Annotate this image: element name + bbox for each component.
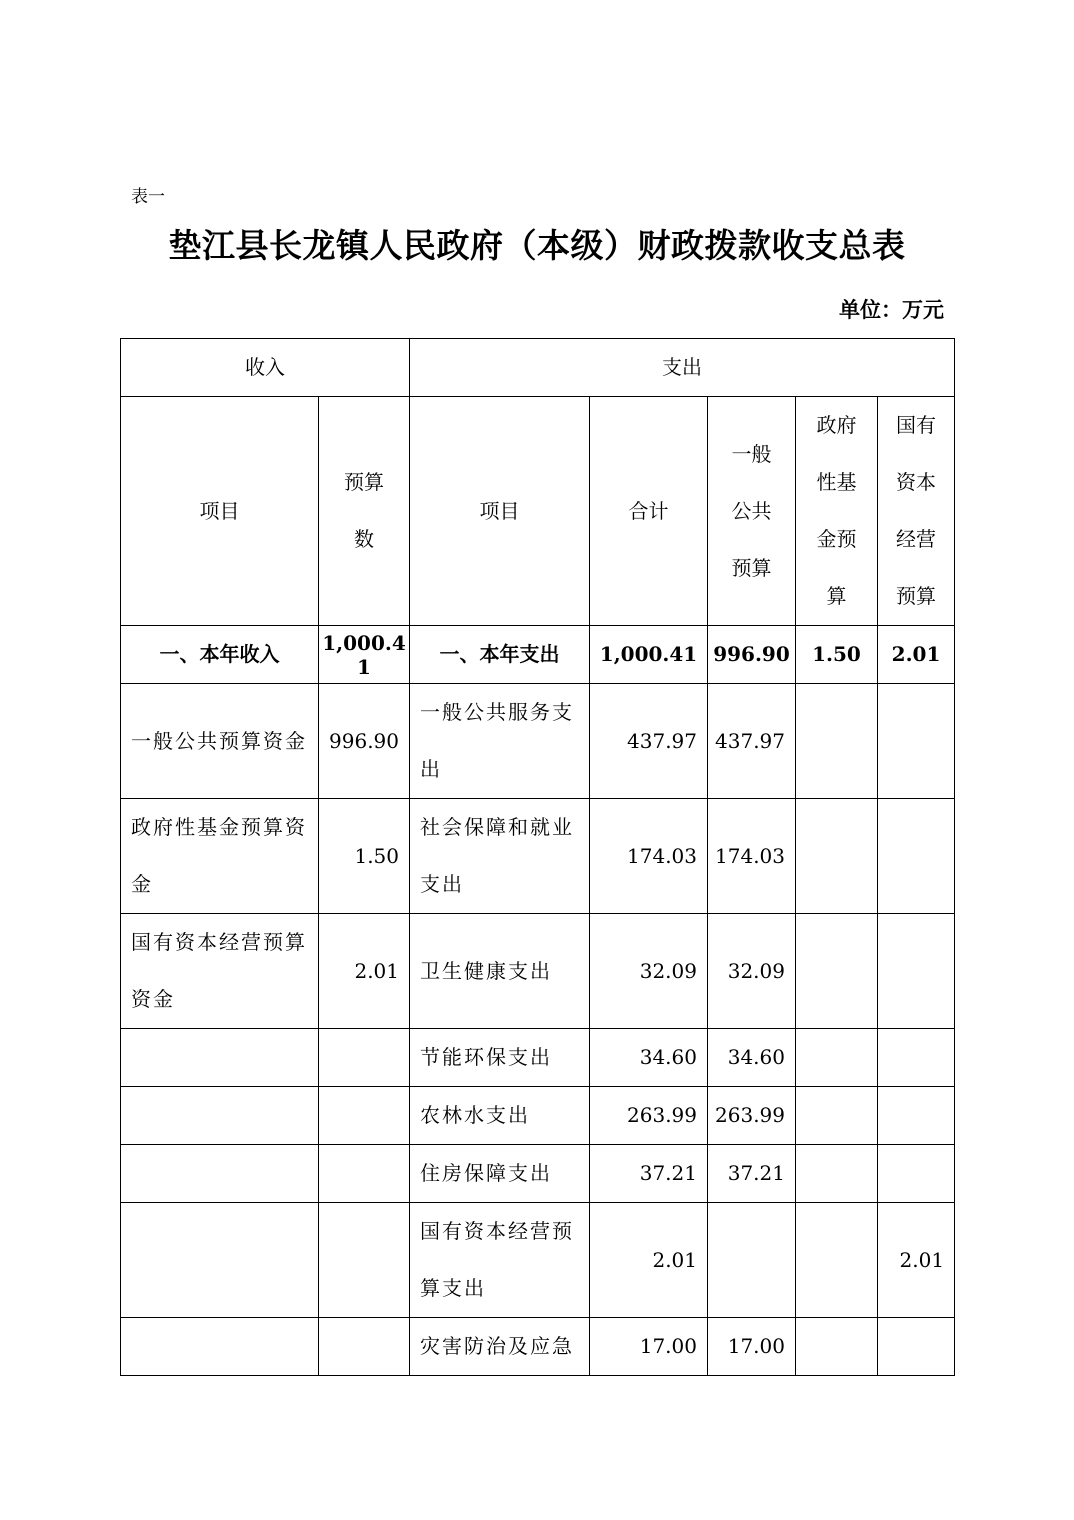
general-public-value: 32.09 <box>708 914 796 1029</box>
total-value: 37.21 <box>590 1145 708 1203</box>
table-row <box>121 1087 955 1145</box>
income-value <box>319 1145 410 1203</box>
expense-item: 社会保障和就业支出 <box>410 799 590 914</box>
gov-fund-value <box>796 1145 878 1203</box>
expense-item: 一般公共服务支出 <box>410 684 590 799</box>
expense-header: 支出 <box>410 339 955 397</box>
total-value: 263.99 <box>590 1087 708 1145</box>
summary-total: 1,000.41 <box>590 626 708 684</box>
state-capital-value <box>878 684 955 799</box>
general-public-value: 37.21 <box>708 1145 796 1203</box>
income-budget-header: 预算数 <box>319 397 410 626</box>
gov-fund-value <box>796 1318 878 1376</box>
income-value: 2.01 <box>319 914 410 1029</box>
general-public-header: 一般公共预算 <box>708 397 796 626</box>
income-item: 政府性基金预算资金 <box>121 799 319 914</box>
income-value: 1.50 <box>319 799 410 914</box>
income-value <box>319 1087 410 1145</box>
gov-fund-value <box>796 1087 878 1145</box>
income-item <box>121 1318 319 1376</box>
table-row <box>121 914 955 1029</box>
table-label: 表一 <box>131 187 165 207</box>
header-row-top <box>121 339 955 397</box>
total-value: 2.01 <box>590 1203 708 1318</box>
general-public-value: 437.97 <box>708 684 796 799</box>
gov-fund-value <box>796 1203 878 1318</box>
state-capital-value <box>878 1318 955 1376</box>
page-title: 垫江县长龙镇人民政府（本级）财政拨款收支总表 <box>168 226 906 265</box>
gov-fund-value <box>796 799 878 914</box>
income-header: 收入 <box>121 339 410 397</box>
income-item-header: 项目 <box>121 397 319 626</box>
summary-general-public: 996.90 <box>708 626 796 684</box>
gov-fund-value <box>796 684 878 799</box>
budget-table <box>120 338 955 1376</box>
income-value <box>319 1029 410 1087</box>
summary-income-value: 1,000.41 <box>319 626 410 684</box>
summary-row <box>121 626 955 684</box>
state-capital-value <box>878 1087 955 1145</box>
income-item: 国有资本经营预算资金 <box>121 914 319 1029</box>
total-header: 合计 <box>590 397 708 626</box>
table-row <box>121 1318 955 1376</box>
total-value: 174.03 <box>590 799 708 914</box>
total-value: 437.97 <box>590 684 708 799</box>
header-row-sub <box>121 397 955 626</box>
total-value: 17.00 <box>590 1318 708 1376</box>
income-value <box>319 1318 410 1376</box>
expense-item: 国有资本经营预算支出 <box>410 1203 590 1318</box>
state-capital-value <box>878 914 955 1029</box>
table-row <box>121 1029 955 1087</box>
expense-item: 农林水支出 <box>410 1087 590 1145</box>
income-item <box>121 1029 319 1087</box>
general-public-value: 174.03 <box>708 799 796 914</box>
general-public-value: 34.60 <box>708 1029 796 1087</box>
expense-item: 灾害防治及应急 <box>410 1318 590 1376</box>
table-row <box>121 684 955 799</box>
expense-item: 住房保障支出 <box>410 1145 590 1203</box>
total-value: 34.60 <box>590 1029 708 1087</box>
general-public-value: 17.00 <box>708 1318 796 1376</box>
gov-fund-value <box>796 1029 878 1087</box>
summary-gov-fund: 1.50 <box>796 626 878 684</box>
unit-label: 单位：万元 <box>839 297 944 322</box>
summary-expense-label: 一、本年支出 <box>410 626 590 684</box>
general-public-value: 263.99 <box>708 1087 796 1145</box>
income-value: 996.90 <box>319 684 410 799</box>
table-row <box>121 1145 955 1203</box>
table-row <box>121 799 955 914</box>
table-row <box>121 1203 955 1318</box>
state-capital-header: 国有资本经营预算 <box>878 397 955 626</box>
gov-fund-header: 政府性基金预算 <box>796 397 878 626</box>
expense-item: 节能环保支出 <box>410 1029 590 1087</box>
state-capital-value: 2.01 <box>878 1203 955 1318</box>
total-value: 32.09 <box>590 914 708 1029</box>
state-capital-value <box>878 1029 955 1087</box>
general-public-value <box>708 1203 796 1318</box>
state-capital-value <box>878 799 955 914</box>
income-value <box>319 1203 410 1318</box>
summary-state-capital: 2.01 <box>878 626 955 684</box>
state-capital-value <box>878 1145 955 1203</box>
income-item <box>121 1145 319 1203</box>
income-item <box>121 1203 319 1318</box>
income-item: 一般公共预算资金 <box>121 684 319 799</box>
income-item <box>121 1087 319 1145</box>
gov-fund-value <box>796 914 878 1029</box>
expense-item: 卫生健康支出 <box>410 914 590 1029</box>
expense-item-header: 项目 <box>410 397 590 626</box>
summary-income-label: 一、本年收入 <box>121 626 319 684</box>
